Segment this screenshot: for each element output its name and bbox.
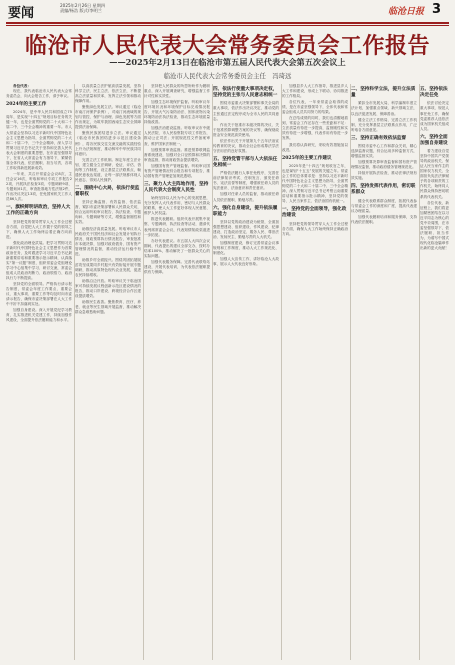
- paragraph: 加强法治建设监督。听取审议市中级人民法院、市人民检察院专项工作报告，推动公正司法；开展规范性文件备案审查，维护国家法制统一。: [144, 126, 210, 146]
- paragraph: 加强生态环境保护监督。听取审议年度环境状况和环境保护目标完成情况报告，开展大气污染防治法、固体废物污染环境防治法执法检查，推动生态环境质量持续改善。: [144, 100, 210, 125]
- paragraph: 加强代表服务保障。完善代表联络站建设，开展代表培训，为代表依法履职提供有力保障。: [144, 259, 210, 274]
- paragraph: 2025年是“十四五”规划收官之年，也是谋划“十五五”发展的关键之年。常委会工作的总体要求是：坚持以习近平新时代中国特色社会主义思想为指导，全面贯彻党的二十大和二十届二中、三中全会精神，深入贯彻习近平总书记考察云南重要讲话和重要指示批示精神，坚持党的领导、人民当家作主、依法治国有机统一。: [282, 163, 348, 204]
- paragraph: 各位代表，一年来常委会取得的成绩，是在市委坚强领导下，全体代表和常委会组成人员共同努力的结果。: [282, 100, 348, 115]
- paragraph: 持续开展执法检查，推动法律法规有效实施。: [351, 171, 417, 181]
- section-heading: 二、围绕中心大局，依法行使监督职权: [75, 185, 140, 198]
- paragraph: 始终坚持以人民为中心的发展思想，充分发挥人大代表作用，密切与人民群众的联系，使人大工作更好体现人民意愿、维护人民权益。: [144, 196, 210, 216]
- page-number: 3: [432, 2, 442, 17]
- paragraph: 助推乡村全面振兴。围绕巩固拓展脱贫攻坚成果同乡村振兴有效衔接开展专题调研，推动高原特色现代农业发展，促进农民持续增收。: [75, 257, 141, 277]
- section-heading: 三、坚持正确有效依法监督: [351, 135, 407, 141]
- section-heading: 四、依法行使重大事项决定权，坚持党的主张与人民意志相统一: [213, 87, 278, 99]
- paragraph: 坚持以党的政治建设为统领，全面加强思想建设、组织建设、作风建设、纪律建设，打造政治坚定、服务人民、尊崇法治、发扬民主、勤勉尽责的人大机关。: [213, 219, 279, 240]
- column-1: [6, 84, 72, 660]
- section-heading: 二、坚持科学立法，提升立法质量: [351, 87, 416, 99]
- paragraph: 一年来，共召开常委会会议8次，主任会议16次，听取和审议专项工作报告22项，开展执法检查3项、专题调研9项、专题询问1次，审查批准地方性法规2件，作出决议决定13项，任免国家机关工作人员86人次。: [6, 171, 72, 202]
- paragraph: 坚持把党的领导贯穿人大工作全过程各方面，确保人大工作始终保持正确政治方向。: [282, 221, 348, 236]
- paragraph: 以高质量立法护航高质量发展，坚持科学立法、民主立法、依法立法，不断提高立法质量和效率，发挥立法引领和推动保障作用。: [75, 84, 141, 104]
- paragraph: 聚焦民族团结进步立法。审议通过《临沧市民族团结进步示范区建设条例》，将各民族交往交流交融的实践经验上升为法规制度，推动铸牢中华民族共同体意识。: [75, 131, 141, 156]
- header-rule-thin: [6, 25, 449, 26]
- column-6: [351, 84, 417, 660]
- section-heading: 一、旗帜鲜明讲政治，坚持人大工作的正确方向: [6, 205, 71, 217]
- paragraph: 着力建设自觉坚持中国共产党领导的政治机关、保证人民当家作主的国家权力机关、全面担负宪法法律赋予的各项职责的工作机关、始终同人民群众保持密切联系的代表机关。: [420, 149, 449, 199]
- paragraph: 加强预算审查监督。推进预算联网监督系统建设，加强对全口径预算和决算的审查监督，推动财政资金提质增效。: [144, 147, 210, 162]
- issue-date: 2025年2月26日 星期四: [60, 3, 106, 8]
- paragraph: 健全立法工作格局，完善立法工作机制，充分发挥基层立法联系点作用，广泛听取各方面意见。: [351, 117, 417, 132]
- paragraph: 紧扣全市发展大局，科学编制年度立法计划，加强重点领域、新兴领域立法，以良法促进发展、保障善治。: [351, 101, 417, 116]
- newspaper-logo: 临沧日报: [388, 7, 425, 17]
- paragraph: 助推经济高质量发展。听取审议市人民政府关于国民经济和社会发展计划执行情况、财政预算执行情况报告，审查批准市本级决算，加强对政府债务、国有资产管理情况的监督，推动经济运行稳中有进。: [75, 226, 141, 256]
- article-body: [6, 84, 449, 660]
- paragraph: 各位代表，新征程上，我们将更加紧密团结在以习近平同志为核心的党中央周围，在市委坚强领导下，依法履职、担当作为，为谱写中国式现代化临沧篇章作出新的更大贡献！: [420, 200, 449, 250]
- section-heading: 六、强化自身建设，提升依法履职能力: [213, 205, 278, 217]
- paragraph: 2024年，是中华人民共和国成立75周年，是实现“十四五”规划目标任务的关键一年，也是全面贯彻党的二十大和二十届二中、三中全会精神的重要一年。市人大常委会坚持以习近平新时代中国特色社会主义思想为指导，全面贯彻党的二十大和二十届二中、三中全会精神，深入学习贯彻习近平总书记关于坚持和完善人民代表大会制度的重要思想，在市委坚强领导下，在省人大常委会有力指导下，紧紧依靠全体代表，依法履职、担当尽责，各项工作取得新进展新成效。: [6, 110, 72, 170]
- column-4: [213, 84, 279, 660]
- section-heading: 2024年的主要工作: [6, 102, 47, 108]
- paragraph: 各位代表：: [13, 84, 31, 88]
- paragraph: 健全代表联系群众制度，拓展代表参与常委会工作的深度和广度，提高代表建议办理质量。: [351, 198, 417, 213]
- paragraph: 作出关于批准市本级决算的决议、关于批准预算调整方案的决议等，确保财政资金安全规范高效使用。: [213, 122, 279, 137]
- paragraph: 加强国有资产管理监督。听取审议国有资产管理情况综合报告和专项报告，推动国有资产管理更加规范透明。: [144, 163, 210, 178]
- page-header: [0, 0, 455, 22]
- paragraph: 加强县乡人大工作指导，推进县乡人大工作和建设，形成上下联动、协同推进的工作格局。: [282, 84, 348, 99]
- paragraph: 围绕市委中心工作和群众关切，精心选择监督议题，综合运用多种监督方式，增强监督实效。: [351, 143, 417, 158]
- headline: 临沧市人民代表大会常务委员会工作报告: [24, 33, 430, 59]
- paragraph: 坚持把党的领导贯穿人大工作全过程各方面，自觉把人大工作置于党的领导之下，确保人大工作始终沿着正确方向前进。: [6, 219, 72, 239]
- paragraph: 加强人大宣传工作，讲好临沧人大故事，展示人大代表良好形象。: [213, 257, 279, 267]
- paragraph: 推进代表履职。组织代表开展集中视察、专题调研、执法检查等活动，邀请代表列席常委会会议，代表知情知政渠道进一步拓宽。: [144, 217, 210, 237]
- byline: 临沧市人民代表大会常务委员会主任 冯琦远: [163, 72, 292, 80]
- paragraph: 坚持把人民群众的所思所盼作为履职重点，深入开展调查研究，增强监督工作针对性和实效性。: [144, 84, 210, 99]
- section-label: 要闻: [8, 6, 35, 21]
- paragraph: 坚持党的全面领导。严格执行请示报告制度，常委会年度工作要点、重要会议、重大事项、重要工作等均及时向市委请示报告，确保市委决策部署在人大工作中不折不扣落到实处。: [6, 282, 72, 307]
- section-heading: 五、坚持依法决定任免: [420, 87, 448, 99]
- subheadline: ——2025年2月13日在临沧市第五届人民代表大会第五次会议上: [109, 57, 346, 67]
- paragraph: 我们将认真研究，采取有效措施加以改进。: [282, 142, 348, 152]
- column-5: [282, 84, 348, 660]
- paragraph: 加强制度建设，修订完善常委会议事规则和工作制度，推动人大工作规范化、制度化。: [213, 241, 279, 256]
- paragraph: 严格依法履行人事任免程序，完善任前法律知识考试、任职发言、颁发任命书、宪法宣誓等制度，增强被任命人员的宪法意识、法治意识和责任意识。: [213, 171, 279, 191]
- paragraph: 围绕市委重大决策部署和事关全局的重大事项，依法作出决议决定，推动党的主张通过法定程序成为全市人民的共同意志。: [213, 101, 279, 121]
- paragraph: 现在，我代表临沧市人民代表大会常务委员会，向大会报告工作，请予审议。: [6, 89, 72, 99]
- paragraph: 依法作出关于开展第九个五年法治宣传教育的决议，推动全社会形成尊法学法守法用法的良好氛围。: [213, 138, 279, 153]
- paragraph: 在总结成绩的同时，我们也清醒地看到，常委会工作还存在一些差距和不足：立法质量有待进一步提高，监督刚性和实效有待进一步增强，代表作用有待进一步发挥。: [282, 116, 348, 141]
- paragraph: 依法讨论决定重大事项，规范人事任免工作，确保党委推荐人选依法成为国家机关组成人员。: [420, 101, 449, 131]
- section-heading: 三、聚力人大主阵地作用，坚持人民代表大会制度人民性: [144, 181, 209, 194]
- paragraph: 加强自身建设。深入开展党纪学习教育，扎实推进机关党建工作，持续加强作风建设，全面提升依法履职能力和水平。: [6, 308, 72, 323]
- column-3: [144, 84, 210, 660]
- paragraph: 完善立法工作机制。制定年度立法计划，建立健全立法调研、论证、评估、咨询等工作制度，设立基层立法联系点，畅通民意表达渠道，让每一部法规都体现人民意志、得到人民拥护。: [75, 157, 141, 182]
- section-heading: 六、坚持全面加强自身建设: [420, 134, 448, 146]
- paragraph: 加强预算决算审查监督和国有资产管理情况监督，推动政府债务管理规范化。: [351, 160, 417, 170]
- paragraph: 强化政治理论武装。把学习贯彻习近平新时代中国特色社会主义思想作为首要政治任务，及时跟进学习习近平总书记最新重要讲话和重要指示批示精神，认真落实“第一议题”制度，组织常委会党组理论学习中心组集中学习、研讨交流，常委会组成人员政治判断力、政治领悟力、政治执行力不断提高。: [6, 240, 72, 281]
- paragraph: 加强代表履职培训和服务保障，支持代表依法履职。: [351, 214, 417, 224]
- column-2: [75, 84, 141, 660]
- column-7: [420, 84, 449, 660]
- issue-editor: 责编/杨浩 版式/李明兰: [60, 8, 102, 13]
- paragraph: 办好代表建议。市五届人大四次会议期间，代表提出的建议全部交办，按时办结率100%，推动解决了一批群众关心的实际问题。: [144, 238, 210, 258]
- issue-info: [60, 3, 105, 13]
- paragraph: 助推沿边开放。听取审议关于临沧国家可持续发展议程创新示范区建设情况的报告，推动口岸建设、跨境经济合作区建设提质增效。: [75, 279, 141, 299]
- paragraph: 坚持正确监督、有效监督、依法监督，紧扣市委决策部署和人民群众关切，综合运用听取审议报告、执法检查、专题询问、专题调研等方式，增强监督刚性和实效。: [75, 200, 141, 225]
- paragraph: 助推民生改善。聚焦教育、医疗、养老、就业等民生领域开展监督，推动解决群众急难愁盼问题。: [75, 300, 141, 315]
- paragraph: 聚焦绿色发展立法。审议通过《临沧市南汀河保护条例》，对南汀河流域的规划与管控、保护与治理、绿色发展等方面作出规定，为筑牢我国西南生态安全屏障提供法治保障。: [75, 105, 141, 130]
- section-heading: 2025年的主要工作建议: [282, 155, 332, 161]
- paragraph: 加强对任命人员的监督，推动被任命人员依法履职、勤勉尽责。: [213, 192, 279, 202]
- section-heading: 四、坚持发挥代表作用，密切联系群众: [351, 184, 416, 196]
- section-heading: 一、坚持党的全面领导，强化政治建设: [282, 207, 347, 219]
- header-rule: [6, 22, 449, 24]
- section-heading: 五、坚持党管干部与人大依法任免相统一: [213, 156, 278, 169]
